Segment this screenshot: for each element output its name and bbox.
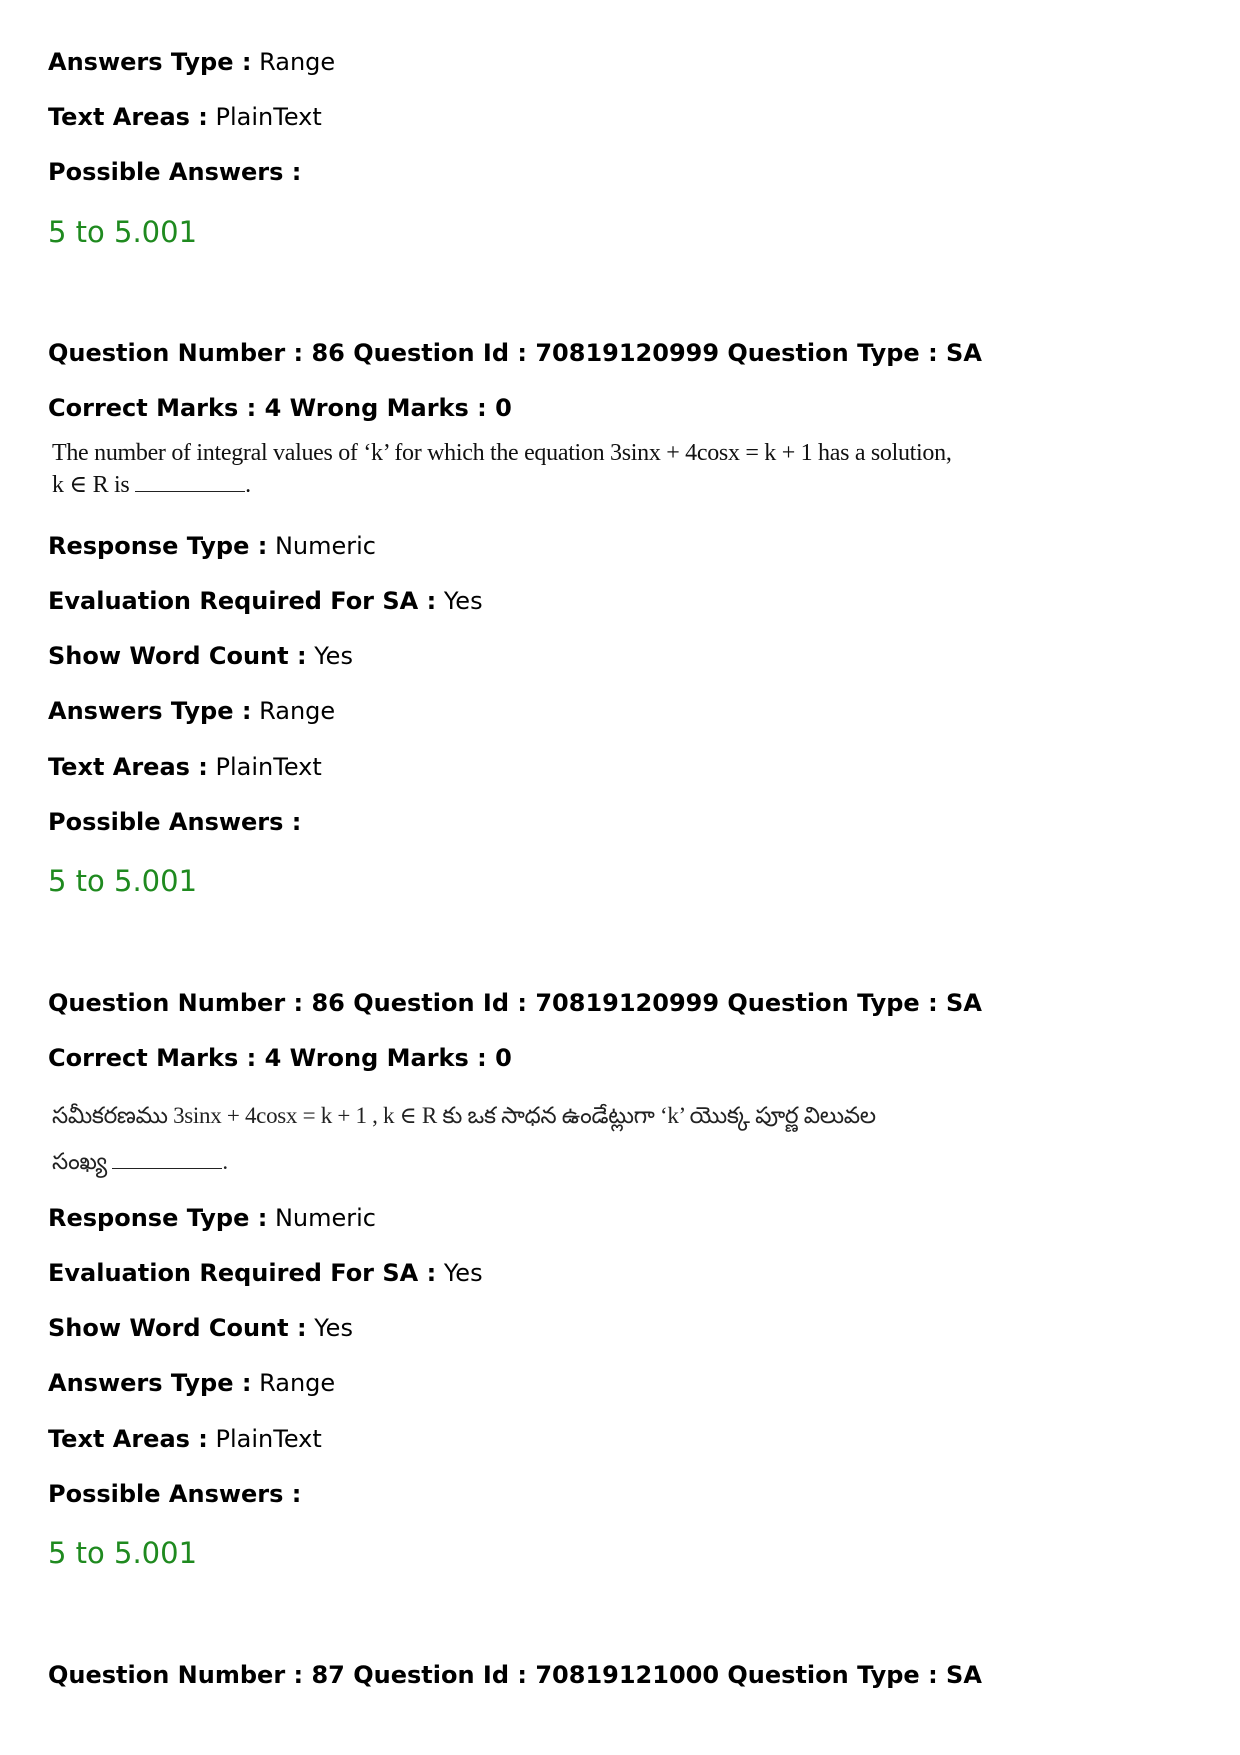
evaluation-required-value: Yes — [443, 587, 483, 615]
answers-type-value: Range — [259, 697, 336, 725]
marks-row — [48, 1043, 512, 1073]
question-id-label: Question Id : — [353, 989, 527, 1017]
possible-answers-label: Possible Answers : — [48, 158, 302, 186]
question-text-line1: The number of integral values of ‘k’ for which the equation 3sinx + 4cosx = k + 1 has a solution, — [52, 440, 952, 466]
answers-type-row — [48, 47, 335, 77]
correct-marks: 4 — [264, 1044, 282, 1072]
text-areas-value: PlainText — [215, 1425, 322, 1453]
text-areas-value: PlainText — [215, 103, 322, 131]
question-number: 87 — [311, 1661, 345, 1689]
evaluation-required-label: Evaluation Required For SA : — [48, 1259, 437, 1287]
question-type: SA — [946, 989, 982, 1017]
question-number: 86 — [311, 339, 345, 367]
question-text-line2-text: సంఖ్య — [52, 1149, 107, 1174]
answers-type-row — [48, 1368, 335, 1398]
response-type-value: Numeric — [274, 532, 376, 560]
text-areas-label: Text Areas : — [48, 753, 208, 781]
evaluation-required-row — [48, 1258, 483, 1288]
wrong-marks: 0 — [495, 394, 512, 422]
text-areas-row — [48, 752, 322, 782]
answers-type-label: Answers Type : — [48, 1369, 252, 1397]
question-id: 70819120999 — [535, 989, 720, 1017]
possible-answers-label: Possible Answers : — [48, 1480, 302, 1508]
question-header — [48, 988, 982, 1018]
question-type-label: Question Type : — [727, 1661, 938, 1689]
question-id-label: Question Id : — [353, 1661, 527, 1689]
evaluation-required-value: Yes — [443, 1259, 483, 1287]
answers-type-value: Range — [259, 48, 336, 76]
question-id: 70819121000 — [535, 1661, 720, 1689]
correct-marks: 4 — [264, 394, 282, 422]
answers-type-label: Answers Type : — [48, 697, 252, 725]
text-areas-row — [48, 102, 322, 132]
question-text-line2-text: k ∈ R is — [52, 472, 130, 498]
text-areas-label: Text Areas : — [48, 1425, 208, 1453]
response-type-row — [48, 531, 376, 561]
question-text — [52, 1093, 876, 1185]
evaluation-required-row — [48, 586, 483, 616]
question-text-line2: సంఖ్య . — [52, 1149, 228, 1174]
show-word-count-label: Show Word Count : — [48, 1314, 307, 1342]
question-text-line1: సమీకరణము 3sinx + 4cosx = k + 1 , k ∈ R కు ఒక సాధన ఉండేట్లుగా ‘k’ యొక్క పూర్ణ విలువల — [52, 1103, 876, 1128]
question-type: SA — [946, 339, 982, 367]
marks-row — [48, 393, 512, 423]
question-number-label: Question Number : — [48, 989, 304, 1017]
wrong-marks-label: Wrong Marks : — [289, 394, 487, 422]
correct-marks-label: Correct Marks : — [48, 394, 257, 422]
question-type-label: Question Type : — [727, 339, 938, 367]
correct-marks-label: Correct Marks : — [48, 1044, 257, 1072]
show-word-count-value: Yes — [314, 642, 353, 670]
possible-answers-label: Possible Answers : — [48, 808, 302, 836]
question-header — [48, 1660, 982, 1690]
question-text-line2: k ∈ R is . — [52, 472, 251, 498]
show-word-count-label: Show Word Count : — [48, 642, 307, 670]
text-areas-row — [48, 1424, 322, 1454]
response-type-value: Numeric — [274, 1204, 376, 1232]
question-id: 70819120999 — [535, 339, 720, 367]
answers-type-label: Answers Type : — [48, 48, 252, 76]
possible-answers-value: 5 to 5.001 — [48, 215, 198, 249]
show-word-count-value: Yes — [314, 1314, 353, 1342]
answer-blank — [112, 1150, 222, 1169]
answers-type-row — [48, 696, 335, 726]
question-header — [48, 338, 982, 368]
wrong-marks-label: Wrong Marks : — [289, 1044, 487, 1072]
question-number-label: Question Number : — [48, 339, 304, 367]
wrong-marks: 0 — [495, 1044, 512, 1072]
question-number: 86 — [311, 989, 345, 1017]
possible-answers-value: 5 to 5.001 — [48, 864, 198, 898]
question-type: SA — [946, 1661, 982, 1689]
response-type-row — [48, 1203, 376, 1233]
question-id-label: Question Id : — [353, 339, 527, 367]
show-word-count-row — [48, 1313, 353, 1343]
question-type-label: Question Type : — [727, 989, 938, 1017]
answers-type-value: Range — [259, 1369, 336, 1397]
question-number-label: Question Number : — [48, 1661, 304, 1689]
answer-blank — [135, 473, 245, 492]
question-text — [52, 437, 952, 501]
show-word-count-row — [48, 641, 353, 671]
response-type-label: Response Type : — [48, 532, 268, 560]
response-type-label: Response Type : — [48, 1204, 268, 1232]
evaluation-required-label: Evaluation Required For SA : — [48, 587, 437, 615]
text-areas-value: PlainText — [215, 753, 322, 781]
text-areas-label: Text Areas : — [48, 103, 208, 131]
possible-answers-value: 5 to 5.001 — [48, 1536, 198, 1570]
